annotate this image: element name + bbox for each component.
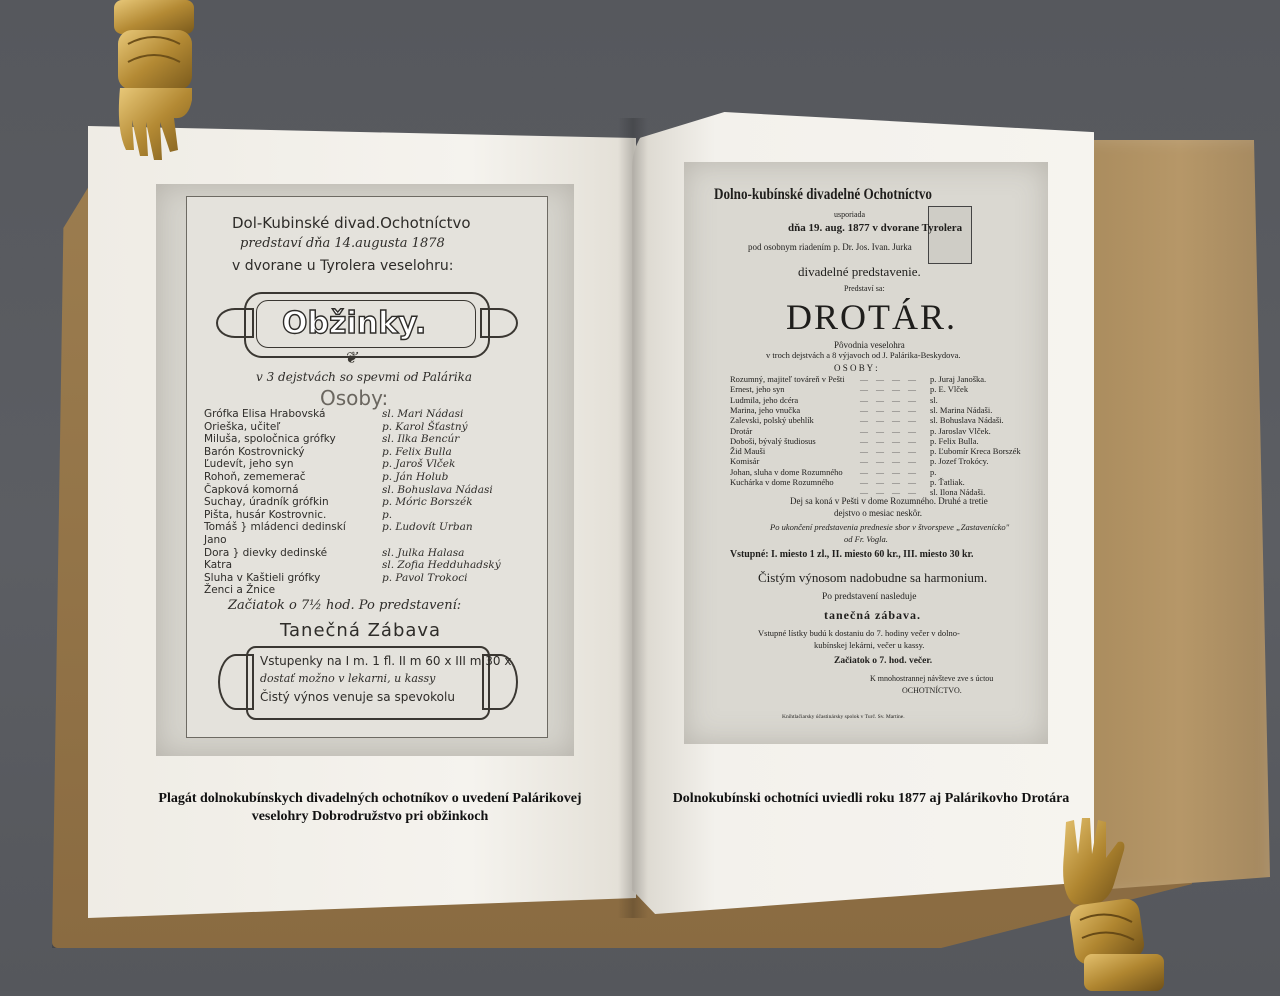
- left-cast-role: Grófka Elisa Hrabovská: [204, 408, 326, 420]
- left-cast-actor: sl. Mari Nádasi: [382, 408, 464, 420]
- left-cast-role: Barón Kostrovnický: [204, 445, 305, 458]
- left-caption-line1: Plagát dolnokubínskych divadelných ochotníkov o uvedení Palárikovej: [158, 791, 582, 806]
- right-cast-leader: — — — —: [860, 426, 919, 436]
- ornament-icon: ❦: [344, 348, 358, 367]
- right-poster-po2: od Fr. Vogla.: [844, 534, 888, 544]
- left-cast-role: Orieška, učiteľ: [204, 420, 281, 433]
- left-cast-role: Katra: [204, 559, 233, 572]
- brass-hand-icon-bottom: [1044, 814, 1174, 991]
- right-cast-role: Ernest, jeho syn: [730, 384, 785, 395]
- right-cast-leader: — — — —: [860, 395, 919, 405]
- right-cast-role: Drotár: [730, 425, 753, 436]
- right-cast-actor: p. Juraj Janoška.: [930, 374, 987, 384]
- left-cast-role: Sluha v Kaštieli grófky: [204, 571, 321, 584]
- dust-jacket: [1070, 140, 1270, 892]
- left-cast-actor: sl. Julka Halasa: [382, 546, 465, 559]
- right-cast-role: Ludmila, jeho dcéra: [730, 394, 799, 405]
- right-cast-role: Zalevski, polský ubehlík: [730, 415, 814, 426]
- right-cast-leader: — — — —: [860, 467, 919, 477]
- right-poster-po-predst: Po predstavení nasleduje: [822, 592, 917, 602]
- brass-hand-clip-bottom: [1044, 814, 1174, 991]
- right-cast-actor: p. E. Vlček: [930, 384, 969, 395]
- frame-scroll-left: [216, 308, 254, 338]
- right-poster-osoby: O S O B Y :: [834, 363, 878, 373]
- right-poster-date: dňa 19. aug. 1877 v dvorane Tyrolera: [788, 222, 963, 234]
- right-cast-actor: p. Felix Bulla.: [930, 435, 979, 446]
- left-cast-actor: sl. Ilka Bencúr: [382, 433, 460, 446]
- right-cast-actor: p.: [930, 466, 937, 477]
- book-gutter: [618, 118, 648, 918]
- right-poster-k-mnoho: K mnohostrannej návšteve zve s úctou: [870, 674, 994, 683]
- left-poster-title: Obžinky.: [282, 306, 427, 341]
- left-poster-photo: [156, 184, 574, 756]
- left-poster-dance: Tanečná Zábava: [280, 620, 442, 641]
- left-cast-actor: p. Ján Holub: [382, 471, 449, 483]
- left-cast-actor: p. Ľudovít Urban: [382, 521, 473, 534]
- left-cast-role: Tomáš } mládenci dedinskí: [204, 521, 346, 534]
- right-poster-listky2: kubínskej lekárni, večer u kassy.: [814, 640, 925, 650]
- right-cast-role: Rozumný, majiteľ továreň v Pešti: [730, 374, 845, 384]
- right-cast-role: Doboši, bývalý študiosus: [730, 435, 816, 446]
- left-cast-actor: sl. Bohuslava Nádasi: [382, 483, 493, 496]
- right-cast-leader: — — — —: [860, 436, 919, 446]
- left-cast-role: Pišta, husár Kostrovnic.: [204, 508, 327, 521]
- right-poster-troch: v troch dejstvách a 8 výjavoch od J. Palárika-Beskydova.: [766, 350, 961, 360]
- right-cast-actor: p. Ťatliak.: [930, 477, 965, 487]
- left-cast-role: Dora } dievky dedinské: [204, 546, 328, 559]
- left-poster-line3: v dvorane u Tyrolera veselohru:: [232, 258, 454, 274]
- left-poster-proceeds: Čistý výnos venuje sa spevokolu: [260, 690, 455, 704]
- right-cast-leader: — — — —: [860, 385, 919, 395]
- left-caption-line2: veselohry Dobrodružstvo pri obžinkoch: [251, 809, 489, 824]
- left-cast-role: Suchay, úradník grófkin: [204, 496, 329, 509]
- right-poster-povodna: Pôvodnia veselohra: [834, 340, 905, 350]
- left-cast-actor: sl. Zofia Hedduhadský: [382, 559, 501, 572]
- right-cast-actor: sl. Marina Nádaši.: [930, 404, 993, 415]
- right-cast-leader: — — — —: [860, 416, 919, 426]
- right-cast-actor: p. Jozef Trokócy.: [930, 456, 989, 467]
- right-cast-leader: — — — —: [860, 447, 919, 457]
- ticket-scroll-left: [218, 654, 254, 710]
- right-caption: Dolnokubínski ochotníci uviedli roku 1877 aj Palárikovho Drotára: [672, 791, 1070, 806]
- left-cast-actor: p. Móric Borszék: [382, 496, 473, 509]
- right-cast-leader: — — — —: [860, 488, 919, 498]
- right-poster-zaciatok: Začiatok o 7. hod. večer.: [834, 656, 933, 666]
- right-poster-usporiada: usporiada: [834, 210, 866, 219]
- right-poster-direction: pod osobnym riadením p. Dr. Jos. Ivan. Jurka: [748, 242, 912, 252]
- revenue-stamp: [928, 206, 972, 264]
- left-cast-actor: p. Jaroš Vlček: [382, 458, 456, 471]
- right-poster-divadelne: divadelné predstavenie.: [798, 264, 921, 279]
- right-cast-actor: sl. Ilona Nádaši.: [930, 487, 986, 498]
- right-cast-role: Johan, sluha v dome Rozumného: [730, 466, 843, 477]
- left-cast-role: Rohoň, zememerač: [204, 471, 306, 483]
- left-poster-start: Začiatok o 7½ hod. Po predstavení:: [228, 598, 462, 613]
- left-cast-role: Čapková komorná: [204, 483, 299, 496]
- right-cast-leader: — — — —: [860, 405, 919, 415]
- left-poster-osoby: Osoby:: [320, 386, 389, 410]
- right-cast-leader: — — — —: [860, 478, 919, 487]
- left-cast-role: Jano: [204, 534, 227, 546]
- left-cast-actor: p. Felix Bulla: [382, 445, 452, 458]
- left-poster-subtitle: v 3 dejstvách so spevmi od Palárika: [256, 370, 473, 384]
- left-cast-actor: p.: [382, 508, 393, 521]
- right-cast-role: Marina, jeho vnučka: [730, 404, 801, 415]
- left-poster-line2: predstaví dňa 14.augusta 1878: [240, 236, 445, 251]
- left-cast-actor: p. Karol Šťastný: [382, 420, 468, 433]
- right-poster-header: Dolno-kubínské divadelné Ochotníctvo: [714, 186, 932, 203]
- right-poster-printer: Kníhtlačiarsky účastinársky spolok v Turč. Sv. Martine.: [782, 714, 905, 720]
- left-poster-tickets: Vstupenky na I m. 1 fl. II m 60 x III m 30 x: [260, 654, 512, 668]
- left-caption: [120, 790, 620, 826]
- right-cast-actor: p. Jaroslav Vlček.: [930, 425, 991, 436]
- right-poster-predstavi: Predstaví sa:: [844, 284, 885, 293]
- left-poster-line1: Dol-Kubinské divad.Ochotníctvo: [232, 214, 471, 232]
- right-poster-dej1: Dej sa koná v Pešti v dome Rozumného. Druhé a tretie: [790, 496, 988, 506]
- right-cast-leader: — — — —: [860, 457, 919, 467]
- right-poster-po1: Po ukončení predstavenia prednesie sbor v štvorspeve „Zastavenícko": [770, 522, 1010, 532]
- right-poster-vstupne: Vstupné: I. miesto 1 zl., II. miesto 60 kr., III. miesto 30 kr.: [730, 548, 974, 560]
- right-cast-role: Žid Mauši: [730, 446, 766, 457]
- left-poster-tickets2: dostať možno v lekarni, u kassy: [260, 672, 436, 685]
- right-poster-ochot: OCHOTNÍCTVO.: [902, 686, 962, 695]
- frame-scroll-right: [480, 308, 518, 338]
- right-poster-listky1: Vstupné lístky budú k dostaniu do 7. hodiny večer v dolno-: [758, 628, 960, 638]
- brass-hand-icon-top: [96, 0, 216, 180]
- right-cast-role: Kuchárka v dome Rozumného: [730, 477, 834, 487]
- right-cast-actor: sl.: [930, 394, 938, 405]
- right-cast-actor: sl. Bohuslava Nádaši.: [930, 415, 1004, 426]
- left-cast-role: Ľudevít, jeho syn: [204, 458, 294, 471]
- right-poster-dej2: dejstvo o mesiac neskôr.: [834, 508, 922, 518]
- right-cast-leader: — — — —: [860, 375, 919, 384]
- right-poster-title: DROTÁR.: [786, 297, 958, 337]
- left-cast-role: Ženci a Žnice: [204, 584, 276, 597]
- right-cast-role: Komisár: [730, 456, 760, 467]
- right-poster-vynos: Čistým výnosom nadobudne sa harmonium.: [758, 570, 988, 585]
- left-cast-actor: p. Pavol Trokoci: [382, 571, 468, 584]
- right-poster-photo: [684, 162, 1048, 744]
- right-cast-actor: p. Ľubomír Kreca Borszék: [930, 446, 1021, 457]
- brass-hand-clip-top: [96, 0, 216, 180]
- right-poster-tanecna: tanečná zábava.: [824, 608, 921, 622]
- left-cast-role: Miluša, spoločnica grófky: [204, 433, 336, 446]
